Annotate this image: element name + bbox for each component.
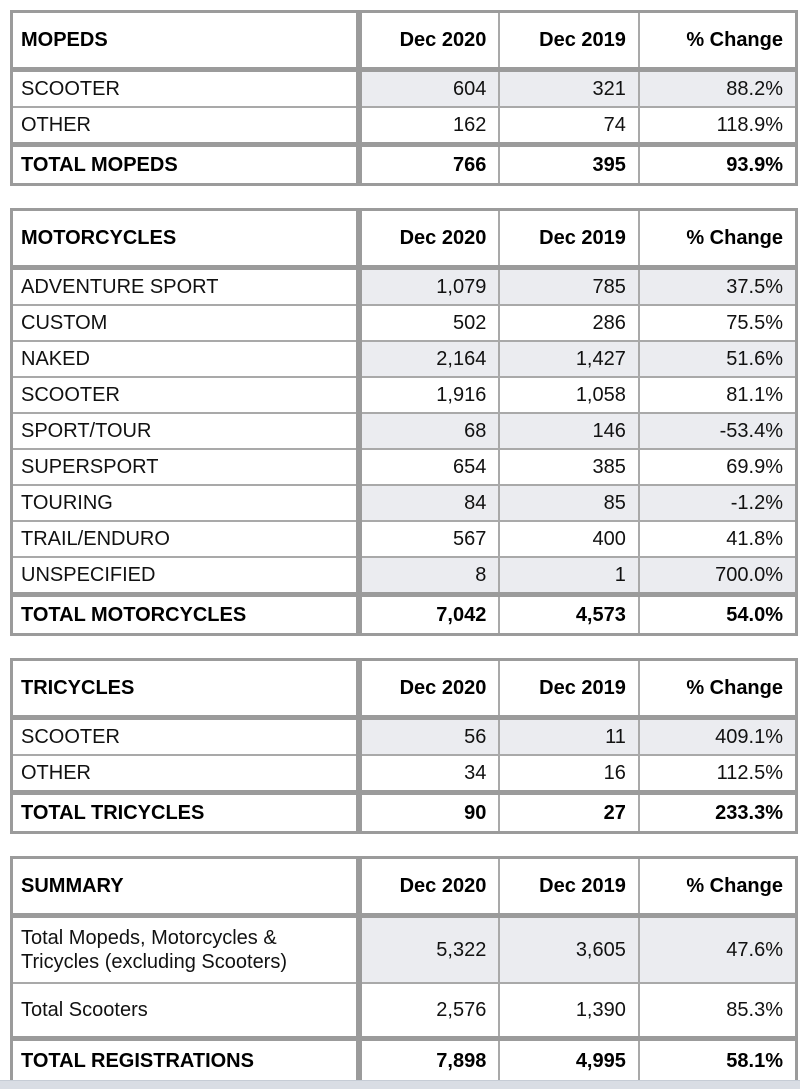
value-dec-2019: 146 (499, 413, 639, 449)
total-row (12, 595, 797, 635)
stats-table (10, 10, 798, 186)
table-row (12, 718, 797, 756)
value-pct-change: -53.4% (639, 413, 797, 449)
value-pct-change: 112.5% (639, 755, 797, 793)
total-value-dec-2019: 27 (499, 793, 639, 833)
category-label: ADVENTURE SPORT (12, 268, 359, 306)
value-dec-2020: 56 (359, 718, 500, 756)
column-header-dec-2019: Dec 2019 (499, 12, 639, 70)
total-label: TOTAL REGISTRATIONS (12, 1039, 359, 1083)
value-dec-2019: 74 (499, 107, 639, 145)
table-row (12, 449, 797, 485)
value-dec-2019: 321 (499, 70, 639, 108)
total-row (12, 145, 797, 185)
value-dec-2020: 2,576 (359, 983, 500, 1039)
table-row (12, 413, 797, 449)
value-dec-2019: 1 (499, 557, 639, 595)
value-dec-2019: 11 (499, 718, 639, 756)
column-header-pct-change: % Change (639, 12, 797, 70)
table-row (12, 521, 797, 557)
table-header-row (12, 660, 797, 718)
category-label: NAKED (12, 341, 359, 377)
table-row (12, 485, 797, 521)
column-header-dec-2019: Dec 2019 (499, 210, 639, 268)
table-body (12, 718, 797, 793)
category-label: CUSTOM (12, 305, 359, 341)
column-header-pct-change: % Change (639, 858, 797, 916)
table-header-row (12, 12, 797, 70)
value-pct-change: 118.9% (639, 107, 797, 145)
column-header-dec-2020: Dec 2020 (359, 12, 500, 70)
stats-table (10, 856, 798, 1084)
value-dec-2019: 1,058 (499, 377, 639, 413)
stats-table (10, 208, 798, 636)
horizontal-scrollbar[interactable] (0, 1080, 800, 1089)
total-value-pct-change: 58.1% (726, 1049, 783, 1072)
total-value-pct-change: 93.9% (726, 153, 783, 176)
value-pct-change: -1.2% (639, 485, 797, 521)
value-dec-2020: 1,916 (359, 377, 500, 413)
total-row (12, 1039, 797, 1083)
total-value-dec-2019: 395 (499, 145, 639, 185)
value-dec-2020: 604 (359, 70, 500, 108)
total-label: TOTAL MOPEDS (12, 145, 359, 185)
value-dec-2020: 162 (359, 107, 500, 145)
value-dec-2019: 286 (499, 305, 639, 341)
value-dec-2019: 785 (499, 268, 639, 306)
table-row (12, 341, 797, 377)
value-pct-change: 81.1% (639, 377, 797, 413)
value-pct-change: 47.6% (639, 916, 797, 984)
category-label: Total Scooters (12, 983, 359, 1039)
value-dec-2020: 502 (359, 305, 500, 341)
category-label: TOURING (12, 485, 359, 521)
total-value-dec-2019: 4,573 (499, 595, 639, 635)
value-dec-2020: 68 (359, 413, 500, 449)
value-pct-change: 85.3% (639, 983, 797, 1039)
category-label: SPORT/TOUR (12, 413, 359, 449)
value-dec-2020: 5,322 (359, 916, 500, 984)
category-label: TRAIL/ENDURO (12, 521, 359, 557)
total-value-dec-2020: 7,042 (359, 595, 500, 635)
table-row (12, 377, 797, 413)
total-value-pct-change: 233.3% (715, 801, 783, 824)
table-row (12, 983, 797, 1039)
table-row (12, 107, 797, 145)
table-header-row (12, 210, 797, 268)
total-label: TOTAL MOTORCYCLES (12, 595, 359, 635)
column-header-dec-2020: Dec 2020 (359, 858, 500, 916)
value-pct-change: 51.6% (639, 341, 797, 377)
value-dec-2020: 567 (359, 521, 500, 557)
value-dec-2020: 84 (359, 485, 500, 521)
table-body (12, 268, 797, 595)
column-header-dec-2020: Dec 2020 (359, 210, 500, 268)
total-value-dec-2020: 7,898 (359, 1039, 500, 1083)
total-label: TOTAL TRICYCLES (12, 793, 359, 833)
value-pct-change: 75.5% (639, 305, 797, 341)
category-label: SUPERSPORT (12, 449, 359, 485)
table-row (12, 268, 797, 306)
value-pct-change: 88.2% (639, 70, 797, 108)
value-pct-change: 409.1% (639, 718, 797, 756)
stats-table (10, 658, 798, 834)
column-header-pct-change: % Change (639, 210, 797, 268)
table-row (12, 305, 797, 341)
value-dec-2020: 654 (359, 449, 500, 485)
value-dec-2019: 16 (499, 755, 639, 793)
total-value-dec-2020: 766 (359, 145, 500, 185)
category-label: OTHER (12, 755, 359, 793)
table-title: TRICYCLES (12, 660, 359, 718)
total-value-dec-2019: 4,995 (499, 1039, 639, 1083)
value-pct-change: 700.0% (639, 557, 797, 595)
table-row (12, 557, 797, 595)
column-header-dec-2019: Dec 2019 (499, 858, 639, 916)
category-label: Total Mopeds, Motorcycles & Tricycles (excluding Scooters) (12, 916, 359, 984)
table-header-row (12, 858, 797, 916)
table-body (12, 916, 797, 1039)
table-title: MOPEDS (12, 12, 359, 70)
category-label: SCOOTER (12, 70, 359, 108)
table-row (12, 70, 797, 108)
value-dec-2019: 1,390 (499, 983, 639, 1039)
category-label: UNSPECIFIED (12, 557, 359, 595)
table-title: MOTORCYCLES (12, 210, 359, 268)
category-label: OTHER (12, 107, 359, 145)
value-dec-2019: 1,427 (499, 341, 639, 377)
value-dec-2019: 385 (499, 449, 639, 485)
value-pct-change: 41.8% (639, 521, 797, 557)
table-title: SUMMARY (12, 858, 359, 916)
table-row (12, 916, 797, 984)
value-dec-2020: 34 (359, 755, 500, 793)
column-header-pct-change: % Change (639, 660, 797, 718)
total-value-pct-change: 54.0% (726, 603, 783, 626)
table-body (12, 70, 797, 145)
category-label: SCOOTER (12, 377, 359, 413)
category-label: SCOOTER (12, 718, 359, 756)
value-dec-2019: 400 (499, 521, 639, 557)
value-dec-2019: 3,605 (499, 916, 639, 984)
total-row (12, 793, 797, 833)
column-header-dec-2020: Dec 2020 (359, 660, 500, 718)
total-value-dec-2020: 90 (359, 793, 500, 833)
value-dec-2020: 2,164 (359, 341, 500, 377)
value-pct-change: 37.5% (639, 268, 797, 306)
value-dec-2020: 8 (359, 557, 500, 595)
table-row (12, 755, 797, 793)
column-header-dec-2019: Dec 2019 (499, 660, 639, 718)
value-pct-change: 69.9% (639, 449, 797, 485)
value-dec-2020: 1,079 (359, 268, 500, 306)
value-dec-2019: 85 (499, 485, 639, 521)
